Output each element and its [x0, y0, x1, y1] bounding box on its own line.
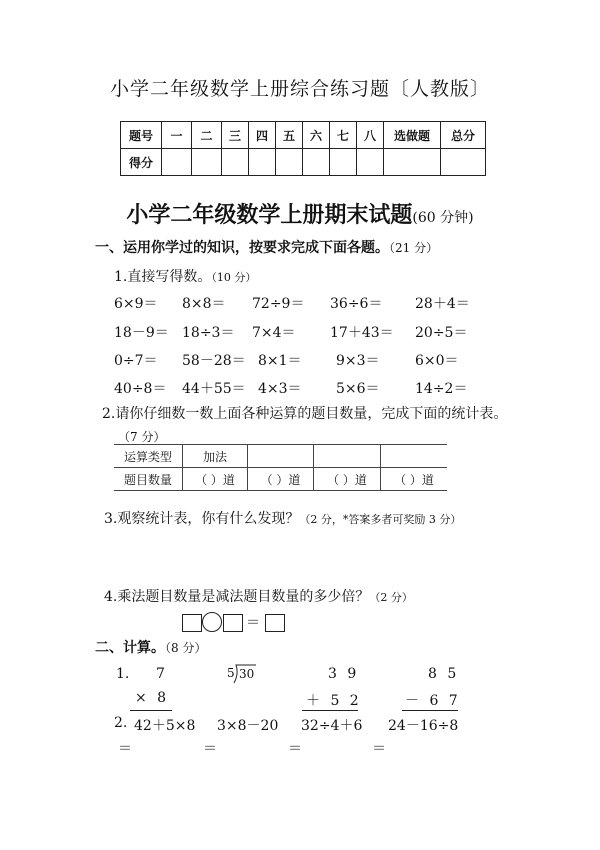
calc-item: 44＋55＝: [182, 381, 246, 397]
score-cell[interactable]: [384, 149, 441, 176]
score-cell[interactable]: [249, 149, 276, 176]
calc-item: 6×9＝: [114, 296, 158, 312]
score-cell[interactable]: [441, 149, 486, 176]
equals-sign: ＝: [246, 615, 260, 631]
question-2-points: （7 分）: [118, 430, 166, 444]
score-header-cell: 选做题: [384, 122, 441, 149]
division-divisor: 5: [227, 666, 235, 680]
score-table: [120, 121, 486, 176]
calc-item: 7×4＝: [252, 325, 296, 341]
section-2-title: 二、计算。: [95, 640, 165, 656]
answer-box[interactable]: [223, 614, 243, 632]
calc-item: 18－9＝: [114, 325, 169, 341]
statistics-table: [114, 444, 447, 491]
calc-item: 9×3＝: [336, 353, 380, 369]
score-header-cell: 总分: [441, 122, 486, 149]
equals-sign: ＝: [288, 741, 302, 757]
question-2-label: 2.请你仔细数一数上面各种运算的题目数量，完成下面的统计表。: [102, 406, 508, 422]
answer-box[interactable]: [265, 614, 285, 632]
stats-row-type: [114, 445, 447, 468]
mixed-calc-item: 42＋5×8: [134, 718, 196, 734]
question-1-text: 1.直接写得数。: [114, 269, 212, 285]
score-cell[interactable]: [276, 149, 303, 176]
calc-item: 4×3＝: [258, 381, 302, 397]
stats-type-cell[interactable]: [248, 445, 314, 468]
score-header-cell: 六: [303, 122, 330, 149]
question-4-points: （2 分）: [369, 591, 413, 604]
calc-item: 8×8＝: [182, 296, 226, 312]
score-cell[interactable]: [222, 149, 249, 176]
calc-item: 58－28＝: [182, 353, 246, 369]
score-header-cell: 题号: [121, 122, 162, 149]
score-header-cell: 四: [249, 122, 276, 149]
score-cell[interactable]: [330, 149, 357, 176]
question-4-text: 4.乘法题目数量是减法题目数量的多少倍？: [104, 589, 370, 605]
vcalc-c-top: 3 9: [328, 666, 360, 682]
vcalc-d-bottom: － 6 7: [405, 693, 461, 709]
question-4-label: [104, 586, 413, 606]
operator-circle[interactable]: [202, 612, 222, 632]
question-1-label: [114, 266, 256, 286]
score-header-cell: 一: [162, 122, 192, 149]
question-3-label: [104, 508, 461, 528]
question-3-text: 3.观察统计表，你有什么发现？: [104, 511, 300, 527]
division-dividend: 30: [239, 667, 255, 681]
section-1-points: （21 分）: [389, 241, 439, 255]
equals-sign: ＝: [118, 741, 132, 757]
calc-item: 17＋43＝: [330, 325, 394, 341]
question-3-note: （2 分，*答案多者可奖励 3 分）: [299, 513, 462, 526]
vcalc-a-bottom: × 8: [135, 690, 170, 706]
calc-item: 18÷3＝: [182, 325, 235, 341]
score-cell[interactable]: [192, 149, 222, 176]
stats-type-cell: 加法: [183, 445, 248, 468]
calc-item: 14÷2＝: [415, 381, 468, 397]
vcalc-d-line: [402, 710, 458, 711]
exam-title: [0, 198, 600, 229]
score-table-score-row: [121, 149, 486, 176]
equals-sign: ＝: [372, 741, 386, 757]
section-2-heading: [95, 637, 206, 657]
stats-type-cell[interactable]: [314, 445, 381, 468]
score-row-label: 得分: [121, 149, 162, 176]
mixed-calc-item: 24－16÷8: [388, 718, 459, 734]
calc-item: 28＋4＝: [415, 296, 470, 312]
stats-row-label: 运算类型: [114, 445, 183, 468]
calc-item: 8×1＝: [258, 353, 302, 369]
calc-item: 5×6＝: [336, 381, 380, 397]
calc-item: 0÷7＝: [114, 353, 158, 369]
mixed-calc-item: 3×8－20: [217, 718, 279, 734]
stats-type-cell[interactable]: [381, 445, 448, 468]
stats-row-label: 题目数量: [114, 468, 183, 491]
score-cell[interactable]: [357, 149, 384, 176]
question-1-points: （10 分）: [211, 271, 257, 284]
vcalc-d-top: 8 5: [428, 666, 460, 682]
mixed-calc-item: 32÷4＋6: [301, 718, 363, 734]
vcalc-a-line: [130, 710, 172, 711]
section-1-heading: [95, 237, 438, 257]
exam-title-text: 小学二年级数学上册期末试题: [126, 202, 413, 228]
exam-duration: (60 分钟): [412, 210, 474, 226]
problem-2-index: 2.: [114, 715, 128, 731]
vcalc-c-bottom: ＋ 5 2: [306, 693, 362, 709]
document-title: 小学二年级数学上册综合练习题〔人教版〕: [109, 78, 490, 100]
score-cell[interactable]: [162, 149, 192, 176]
stats-count-cell[interactable]: （ ）道: [381, 468, 448, 491]
score-header-cell: 五: [276, 122, 303, 149]
calc-item: 36÷6＝: [330, 296, 383, 312]
stats-count-cell[interactable]: （ ）道: [183, 468, 248, 491]
section-1-title: 一、运用你学过的知识，按要求完成下面各题。: [95, 240, 389, 256]
section-2-points: （8 分）: [165, 641, 207, 655]
score-cell[interactable]: [303, 149, 330, 176]
stats-row-count: [114, 468, 447, 491]
calc-item: 40÷8＝: [114, 381, 167, 397]
calc-item: 20÷5＝: [415, 325, 468, 341]
score-header-cell: 三: [222, 122, 249, 149]
equals-sign: ＝: [203, 741, 217, 757]
answer-box[interactable]: [182, 614, 202, 632]
calc-item: 72÷9＝: [252, 296, 305, 312]
problem-1-index: 1.: [116, 666, 130, 682]
calc-item: 6×0＝: [415, 353, 459, 369]
score-header-cell: 八: [357, 122, 384, 149]
score-table-header-row: [121, 122, 486, 149]
score-header-cell: 七: [330, 122, 357, 149]
vcalc-c-line: [302, 710, 358, 711]
stats-count-cell[interactable]: （ ）道: [314, 468, 381, 491]
stats-count-cell[interactable]: （ ）道: [248, 468, 314, 491]
vcalc-a-top: 7: [156, 666, 168, 682]
score-header-cell: 二: [192, 122, 222, 149]
